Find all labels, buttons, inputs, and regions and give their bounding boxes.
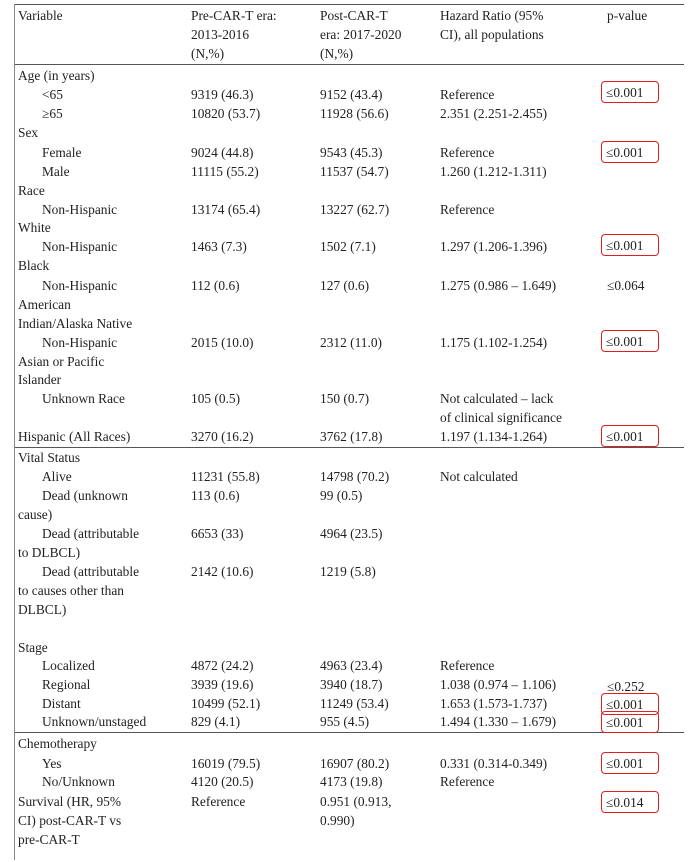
race-black-p-value: ≤0.001 xyxy=(606,238,644,253)
vital-alive-hr: Not calculated xyxy=(440,469,518,484)
race-api-label-3: Islander xyxy=(18,372,62,387)
vital-dead-dlbcl-pre: 6653 (33) xyxy=(191,526,244,541)
race-white-post: 13227 (62.7) xyxy=(320,202,390,217)
sex-female-label: Female xyxy=(42,145,82,160)
header-p: p-value xyxy=(607,8,648,23)
chemo-p-value: ≤0.001 xyxy=(606,756,644,771)
age-label: Age (in years) xyxy=(18,68,95,83)
survival-pre: Reference xyxy=(191,794,246,809)
vital-dead-dlbcl-post: 4964 (23.5) xyxy=(320,526,383,541)
stage-regional-post: 3940 (18.7) xyxy=(320,677,383,692)
sex-female-hr: Reference xyxy=(440,145,495,160)
race-black-pre: 1463 (7.3) xyxy=(191,239,247,254)
race-black-label-1: Non-Hispanic xyxy=(42,239,118,254)
stage-unstaged-p-value: ≤0.001 xyxy=(606,715,644,730)
sex-p-value: ≤0.001 xyxy=(606,145,644,160)
header-rule xyxy=(14,64,684,65)
race-aian-label-1: Non-Hispanic xyxy=(42,278,118,293)
stage-distant-hr: 1.653 (1.573-1.737) xyxy=(440,696,548,711)
race-hispanic-post: 3762 (17.8) xyxy=(320,429,383,444)
race-label: Race xyxy=(18,183,45,198)
vital-alive-post: 14798 (70.2) xyxy=(320,469,390,484)
stage-distant-label: Distant xyxy=(42,696,81,711)
survival-p-value: ≤0.014 xyxy=(606,795,644,810)
race-unknown-pre: 105 (0.5) xyxy=(191,391,241,406)
race-black-hr: 1.297 (1.206-1.396) xyxy=(440,239,548,254)
race-hispanic-hr: 1.197 (1.134-1.264) xyxy=(440,429,548,444)
vital-dead-other-label-1: Dead (attributable xyxy=(42,564,140,579)
stage-unstaged-hr: 1.494 (1.330 – 1.679) xyxy=(440,714,557,729)
left-border xyxy=(14,4,15,860)
stage-localized-post: 4963 (23.4) xyxy=(320,658,383,673)
race-white-label-2: White xyxy=(18,220,51,235)
vital-dead-other-label-2: to causes other than xyxy=(18,583,124,598)
race-unknown-hr-2: of clinical significance xyxy=(440,410,562,425)
age-lt65-post: 9152 (43.4) xyxy=(320,87,383,102)
stage-unstaged-post: 955 (4.5) xyxy=(320,714,370,729)
race-api-post: 2312 (11.0) xyxy=(320,335,382,350)
sex-p-box xyxy=(601,141,659,163)
race-api-label-2: Asian or Pacific xyxy=(18,354,105,369)
header-variable: Variable xyxy=(18,8,63,23)
sex-male-hr: 1.260 (1.212-1.311) xyxy=(440,164,547,179)
race-unknown-label: Unknown Race xyxy=(42,391,125,406)
race-api-p-box xyxy=(601,330,659,352)
race-unknown-hr-1: Not calculated – lack xyxy=(440,391,554,406)
race-white-label-1: Non-Hispanic xyxy=(42,202,118,217)
age-lt65-hr: Reference xyxy=(440,87,495,102)
race-hispanic-pre: 3270 (16.2) xyxy=(191,429,254,444)
sex-female-pre: 9024 (44.8) xyxy=(191,145,254,160)
vital-dead-other-post: 1219 (5.8) xyxy=(320,564,376,579)
chemo-yes-label: Yes xyxy=(42,756,62,771)
age-p-box xyxy=(601,81,659,103)
age-ge65-hr: 2.351 (2.251-2.455) xyxy=(440,106,548,121)
sex-label: Sex xyxy=(18,125,39,140)
header-pre-1: Pre-CAR-T era: xyxy=(191,8,277,23)
header-post-3: (N,%) xyxy=(320,46,354,61)
age-ge65-post: 11928 (56.6) xyxy=(320,106,389,121)
top-rule xyxy=(14,4,684,5)
vital-alive-pre: 11231 (55.8) xyxy=(191,469,260,484)
race-api-pre: 2015 (10.0) xyxy=(191,335,254,350)
race-hispanic-label: Hispanic (All Races) xyxy=(18,429,131,444)
stage-localized-pre: 4872 (24.2) xyxy=(191,658,254,673)
header-post-1: Post-CAR-T xyxy=(320,8,388,23)
race-aian-post: 127 (0.6) xyxy=(320,278,370,293)
race-black-post: 1502 (7.1) xyxy=(320,239,376,254)
stage-distant-pre: 10499 (52.1) xyxy=(191,696,261,711)
race-hispanic-p-box xyxy=(601,425,659,447)
race-hispanic-p-value: ≤0.001 xyxy=(606,429,644,444)
race-black-label-2: Black xyxy=(18,258,50,273)
chemo-p-box xyxy=(601,752,659,774)
sex-male-label: Male xyxy=(42,164,70,179)
race-api-hr: 1.175 (1.102-1.254) xyxy=(440,335,548,350)
stage-label: Stage xyxy=(18,640,48,655)
stage-unstaged-label: Unknown/unstaged xyxy=(42,714,147,729)
age-ge65-pre: 10820 (53.7) xyxy=(191,106,261,121)
stage-regional-pre: 3939 (19.6) xyxy=(191,677,254,692)
race-api-label-1: Non-Hispanic xyxy=(42,335,118,350)
race-white-hr: Reference xyxy=(440,202,495,217)
survival-label-2: CI) post-CAR-T vs xyxy=(18,813,122,828)
vital-dead-dlbcl-label-2: to DLBCL) xyxy=(18,545,81,560)
vital-dead-other-pre: 2142 (10.6) xyxy=(191,564,254,579)
chemo-label: Chemotherapy xyxy=(18,736,97,751)
age-lt65-label: <65 xyxy=(42,87,63,102)
race-white-pre: 13174 (65.4) xyxy=(191,202,261,217)
stage-unstaged-pre: 829 (4.1) xyxy=(191,714,241,729)
chemo-no-label: No/Unknown xyxy=(42,774,115,789)
stage-regional-p: ≤0.252 xyxy=(607,679,645,694)
race-black-p-box xyxy=(601,234,659,256)
survival-post-2: 0.990) xyxy=(320,813,355,828)
header-hr-2: CI), all populations xyxy=(440,27,544,42)
vital-dead-unknown-label-1: Dead (unknown xyxy=(42,488,128,503)
stage-regional-hr: 1.038 (0.974 – 1.106) xyxy=(440,677,557,692)
stage-unstaged-p-box xyxy=(601,711,659,733)
sex-male-pre: 11115 (55.2) xyxy=(191,164,259,179)
header-post-2: era: 2017-2020 xyxy=(320,27,402,42)
race-aian-label-3: Indian/Alaska Native xyxy=(18,316,133,331)
chemo-no-hr: Reference xyxy=(440,774,495,789)
race-unknown-post: 150 (0.7) xyxy=(320,391,370,406)
chemo-yes-pre: 16019 (79.5) xyxy=(191,756,261,771)
age-p-value: ≤0.001 xyxy=(606,85,644,100)
sex-female-post: 9543 (45.3) xyxy=(320,145,383,160)
vital-dead-unknown-pre: 113 (0.6) xyxy=(191,488,240,503)
header-pre-2: 2013-2016 xyxy=(191,27,250,42)
sex-male-post: 11537 (54.7) xyxy=(320,164,389,179)
race-aian-label-2: American xyxy=(18,297,71,312)
vital-dead-other-label-3: DLBCL) xyxy=(18,602,67,617)
chemo-no-post: 4173 (19.8) xyxy=(320,774,383,789)
vital-rule xyxy=(14,732,684,733)
vital-alive-label: Alive xyxy=(42,469,72,484)
header-pre-3: (N,%) xyxy=(191,46,225,61)
stage-distant-post: 11249 (53.4) xyxy=(320,696,389,711)
stage-localized-label: Localized xyxy=(42,658,95,673)
survival-p-box xyxy=(601,791,659,813)
race-api-p-value: ≤0.001 xyxy=(606,334,644,349)
vital-label: Vital Status xyxy=(18,450,81,465)
survival-label-3: pre-CAR-T xyxy=(18,832,80,847)
chemo-no-pre: 4120 (20.5) xyxy=(191,774,254,789)
vital-dead-unknown-label-2: cause) xyxy=(18,507,53,522)
survival-post-1: 0.951 (0.913, xyxy=(320,794,392,809)
vital-dead-dlbcl-label-1: Dead (attributable xyxy=(42,526,140,541)
race-aian-pre: 112 (0.6) xyxy=(191,278,240,293)
stage-distant-p-value: ≤0.001 xyxy=(606,697,644,712)
vital-dead-unknown-post: 99 (0.5) xyxy=(320,488,363,503)
age-ge65-label: ≥65 xyxy=(42,106,63,121)
header-hr-1: Hazard Ratio (95% xyxy=(440,8,544,23)
stage-localized-hr: Reference xyxy=(440,658,495,673)
race-aian-p: ≤0.064 xyxy=(607,278,645,293)
survival-label-1: Survival (HR, 95% xyxy=(18,794,122,809)
race-aian-hr: 1.275 (0.986 – 1.649) xyxy=(440,278,557,293)
age-lt65-pre: 9319 (46.3) xyxy=(191,87,254,102)
chemo-yes-post: 16907 (80.2) xyxy=(320,756,390,771)
chemo-yes-hr: 0.331 (0.314-0.349) xyxy=(440,756,548,771)
stage-regional-label: Regional xyxy=(42,677,91,692)
